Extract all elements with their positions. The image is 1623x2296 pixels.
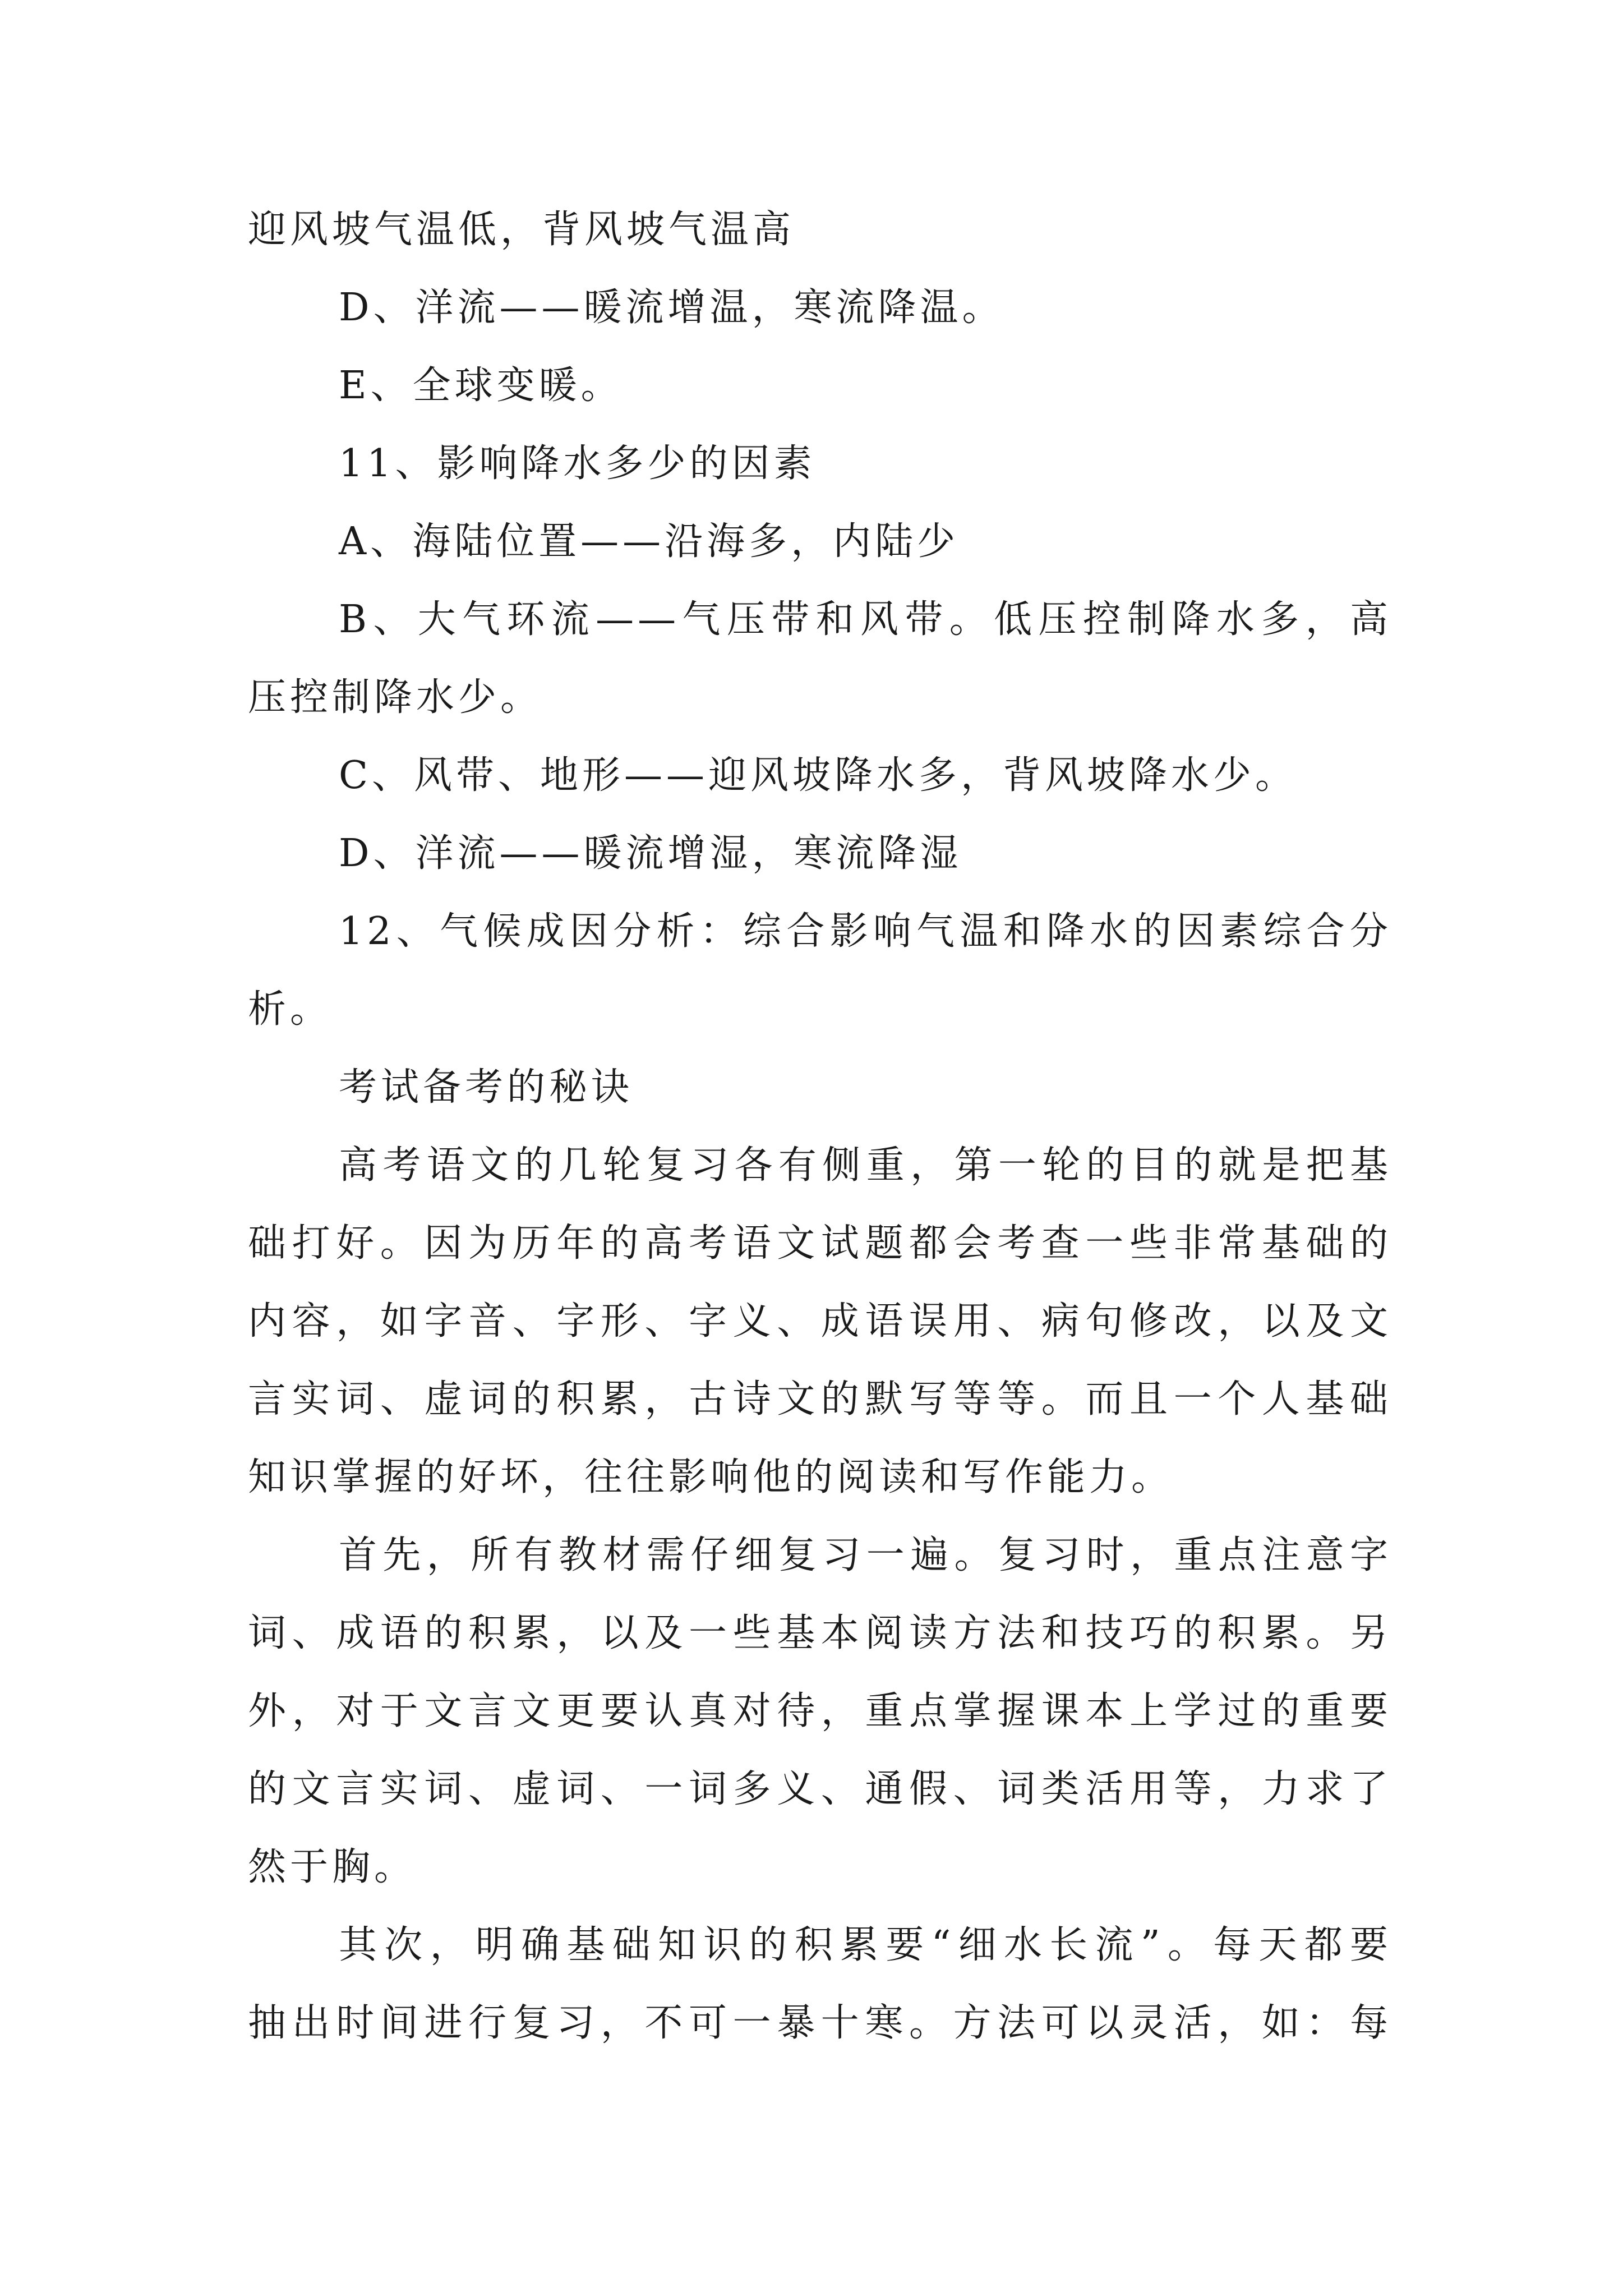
text-line-1: 迎风坡气温低，背风坡气温高 bbox=[248, 208, 795, 252]
text-line-3: E、全球变暖。 bbox=[339, 364, 623, 408]
text-line-6: B、大气环流——气压带和风带。低压控制降水多，高 bbox=[339, 597, 1392, 642]
text-line-10: 12、气候成因分析：综合影响气温和降水的因素综合分 bbox=[339, 909, 1392, 954]
section-heading: 考试备考的秘诀 bbox=[339, 1065, 634, 1110]
text-line-5: A、海陆位置——沿海多，内陆少 bbox=[339, 519, 960, 564]
text-line-16: 言实词、虚词的积累，古诗文的默写等等。而且一个人基础 bbox=[248, 1377, 1392, 1421]
text-line-17: 知识掌握的好坏，往往影响他的阅读和写作能力。 bbox=[248, 1455, 1174, 1499]
text-line-8: C、风带、地形——迎风坡降水多，背风坡降水少。 bbox=[339, 753, 1298, 798]
text-line-22: 然于胸。 bbox=[248, 1845, 417, 1889]
text-line-14: 础打好。因为历年的高考语文试题都会考查一些非常基础的 bbox=[248, 1221, 1392, 1266]
text-line-13: 高考语文的几轮复习各有侧重，第一轮的目的就是把基 bbox=[339, 1143, 1392, 1188]
text-line-19: 词、成语的积累，以及一些基本阅读方法和技巧的积累。另 bbox=[248, 1611, 1392, 1655]
text-line-21: 的文言实词、虚词、一词多义、通假、词类活用等，力求了 bbox=[248, 1767, 1392, 1811]
text-line-23: 其次，明确基础知识的积累要“细水长流”。每天都要 bbox=[339, 1923, 1392, 1967]
text-line-7: 压控制降水少。 bbox=[248, 675, 543, 720]
text-line-9: D、洋流——暖流增湿，寒流降湿 bbox=[339, 831, 962, 876]
text-line-11: 析。 bbox=[248, 987, 333, 1032]
text-line-24: 抽出时间进行复习，不可一暴十寒。方法可以灵活，如：每 bbox=[248, 2001, 1392, 2045]
text-line-20: 外，对于文言文更要认真对待，重点掌握课本上学过的重要 bbox=[248, 1689, 1392, 1733]
text-line-18: 首先，所有教材需仔细复习一遍。复习时，重点注意字 bbox=[339, 1533, 1392, 1577]
text-line-2: D、洋流——暖流增温，寒流降温。 bbox=[339, 286, 1004, 330]
text-line-4: 11、影响降水多少的因素 bbox=[339, 441, 816, 486]
text-line-15: 内容，如字音、字形、字义、成语误用、病句修改，以及文 bbox=[248, 1299, 1392, 1343]
